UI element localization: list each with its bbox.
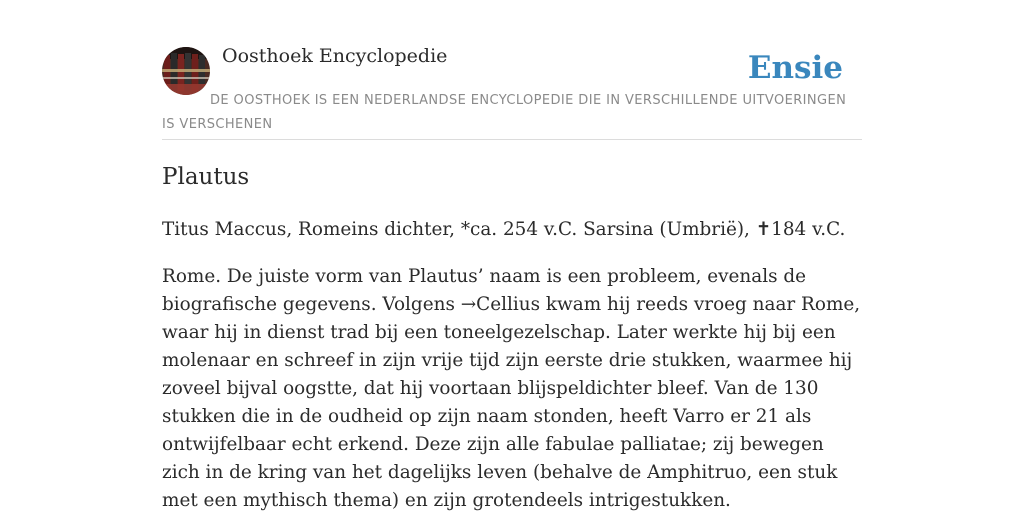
encyclopedia-books-icon	[162, 47, 210, 95]
source-name[interactable]: Oosthoek Encyclopedie	[222, 45, 448, 67]
header-divider	[162, 139, 862, 140]
article-paragraph-2: Rome. De juiste vorm van Plautus’ naam is een probleem, evenals de biografische gegevens. Volgens →Cellius kwam hij reeds vroeg naar Rome, waar hij in dienst trad bij een toneelgezelschap. Later werkte hij bij een molenaar en schreef in zijn vrije tijd zijn eerste drie stukken, waarmee hij zoveel bijval oogstte, dat hij voortaan blijspeldichter bleef. Van de 130 stukken die in de oudheid op zijn naam stonden, heeft Varro er 21 als ontwijfelbaar echt erkend. Deze zijn alle fabulae palliatae; zij bewegen zich in de kring van het dagelijks leven (behalve de Amphitruo, een stuk met een mythisch thema) en zijn grotendeels intrigestukken.	[162, 266, 861, 511]
article-paragraph-1: Titus Maccus, Romeins dichter, *ca. 254 v.C. Sarsina (Umbrië), ✝184 v.C.	[162, 219, 846, 240]
avatar[interactable]	[162, 47, 210, 95]
article-title: Plautus	[162, 164, 250, 190]
brand-logo[interactable]: Ensie	[747, 50, 843, 86]
source-description: DE OOSTHOEK IS EEN NEDERLANDSE ENCYCLOPEDIE DIE IN VERSCHILLENDE UITVOERINGEN IS VERSCHENEN	[162, 93, 847, 132]
